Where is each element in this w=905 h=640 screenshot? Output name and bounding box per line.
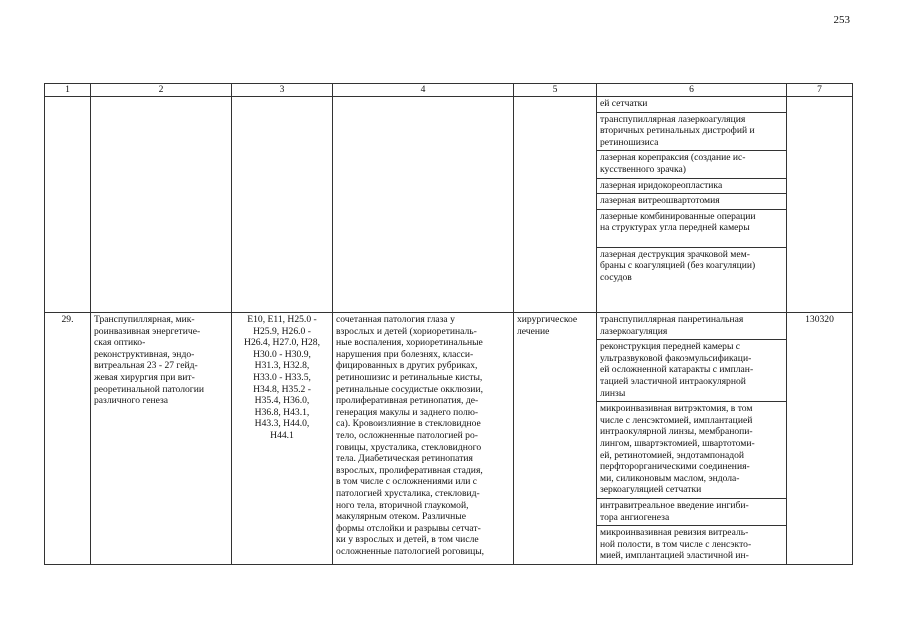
page-number: 253 [833, 14, 850, 26]
column-header: 1 [45, 84, 91, 97]
column-header: 3 [232, 84, 333, 97]
medical-care-table [44, 83, 853, 565]
column-header: 7 [787, 84, 853, 97]
treatment-type: хирургическое лечение [514, 313, 597, 565]
method-item: ей сетчатки [597, 97, 786, 113]
treatment-methods-cell [597, 97, 787, 313]
column-header: 5 [514, 84, 597, 97]
method-item: транспупиллярная панретинальная лазеркоагуляция [597, 313, 786, 340]
cost-value: 130320 [787, 313, 853, 565]
method-item: лазерная витреошвартотомия [597, 194, 786, 210]
column-header: 4 [333, 84, 514, 97]
empty-cell [514, 97, 597, 313]
method-item: микроинвазивная витрэктомия, в том числе с ленсэктомией, имплантацией интраокулярной линзы, мембранопи- лингом, швартэктомией, швартотоми- ей, ретинотомией, эндотампонадой перфторорганическими соединения- ми, силиконовым маслом, эндола- зеркоагуляцией сетчатки [597, 402, 786, 499]
method-item: лазерные комбинированные операции на структурах угла передней камеры [597, 210, 786, 248]
method-item: лазерная иридокореопластика [597, 179, 786, 195]
row-29 [45, 313, 853, 565]
icd-codes: E10, E11, H25.0 - H25.9, H26.0 - H26.4, H27.0, H28, H30.0 - H30.9, H31.3, H32.8, H33.0 - H33.5, H34.8, H35.2 - H35.4, H36.0, H36.8, H43.1, H43.3, H44.0, H44.1 [232, 313, 333, 565]
patient-model: сочетанная патология глаза у взрослых и детей (хориоретиналь- ные воспаления, хориоретинальные нарушения при болезнях, класси- фицированных в других рубриках, ретиношизис и ретинальные кисты, ретинальные сосудистые окклюзии, пролиферативная ретинопатия, де- генерация макулы и заднего полю- са). Кровоизлияние в стекловидное тело, осложненные патологией ро- говицы, хрусталика, стекловидного тела. Диабетическая ретинопатия взрослых, пролиферативная стадия, в том числе с осложнениями или с патологией хрусталика, стекловид- ного тела, вторичной глаукомой, макулярным отеком. Различные формы отслойки и разрывы сетчат- ки у взрослых и детей, в том числе осложненные патологией роговицы, [333, 313, 514, 565]
column-header: 2 [91, 84, 232, 97]
method-item: транспупиллярная лазеркоагуляция вторичных ретинальных дистрофий и ретиношизиса [597, 113, 786, 152]
column-header: 6 [597, 84, 787, 97]
empty-cell [787, 97, 853, 313]
method-item: лазерная корепраксия (создание ис- кусственного зрачка) [597, 151, 786, 178]
treatment-methods-cell [597, 313, 787, 565]
care-type-name: Транспупиллярная, мик- роинвазивная энергетиче- ская оптико- реконструктивная, эндо- витреальная 23 - 27 гейд- жевая хирургия при вит- реоретинальной патологии различного генеза [91, 313, 232, 565]
row-number: 29. [45, 313, 91, 565]
method-item: реконструкция передней камеры с ультразвуковой факоэмульсификаци- ей осложненной катаракты с имплан- тацией эластичной интраокулярной линзы [597, 340, 786, 402]
empty-cell [45, 97, 91, 313]
empty-cell [232, 97, 333, 313]
method-item: лазерная деструкция зрачковой мем- браны с коагуляцией (без коагуляции) сосудов [600, 248, 756, 283]
column-number-row [45, 84, 853, 97]
empty-cell [91, 97, 232, 313]
continuation-row [45, 97, 853, 313]
method-item: интравитреальное введение ингиби- тора ангиогенеза [597, 499, 786, 526]
empty-cell [333, 97, 514, 313]
method-item: микроинвазивная ревизия витреаль- ной полости, в том числе с ленсэкто- мией, имплантацией эластичной ин- [600, 527, 752, 562]
